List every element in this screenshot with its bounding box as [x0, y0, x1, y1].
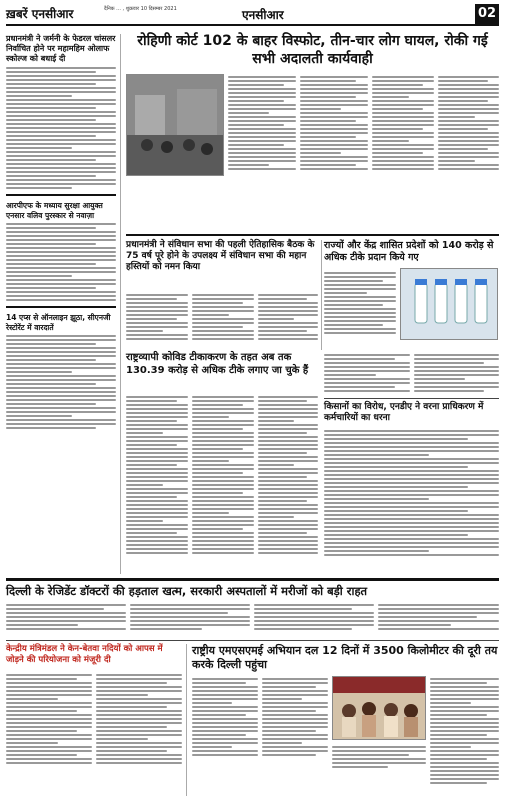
article-body — [438, 74, 499, 172]
story-headline: प्रधानमंत्री ने जर्मनी के फेडरल चांसलर निर्वाचित होने पर महामहिम ओलाफ स्कोल्ज को बधाई दी — [6, 34, 116, 63]
left-column — [6, 34, 116, 574]
article-body — [192, 676, 258, 758]
article-body — [6, 335, 116, 429]
vaccine-photo — [400, 268, 498, 340]
article-body — [6, 223, 116, 301]
article-body — [228, 74, 296, 172]
article-body — [414, 352, 499, 394]
masthead-brand: ख़बरें एनसीआर — [6, 7, 74, 21]
article-body — [262, 676, 328, 758]
article-body — [6, 602, 126, 632]
article-body — [372, 74, 434, 172]
article-body — [192, 394, 254, 556]
protest-headline: किसानों का विरोध, एनडीए ने वरना प्राधिकरण में कर्मचारियों का धरना — [324, 402, 484, 423]
event-photo — [332, 676, 426, 740]
article-body — [258, 394, 318, 556]
main-headline: रोहिणी कोर्ट 102 के बाहर विस्फोट, तीन-चार लोग घायल, रोकी गई सभी अदालती कार्यवाही — [137, 33, 488, 67]
doctors-strike-headline: दिल्ली के रेजिडेंट डॉक्टरों की हड़ताल खत्म, सरकारी अस्पतालों में मरीजों को बड़ी राहत — [6, 584, 368, 598]
masthead-meta: दैनिक ... , शुक्रवार 10 दिसम्बर 2021 — [104, 6, 177, 12]
court-photo — [126, 74, 224, 176]
section-title: एनसीआर — [242, 8, 284, 22]
article-body — [126, 394, 188, 556]
cabinet-headline: केन्द्रीय मंत्रिमंडल ने केन-बेतवा नदियों को आपस में जोड़ने की परियोजना को मंजूरी दी — [6, 644, 163, 665]
article-body — [192, 292, 254, 342]
constitution-headline: प्रधानमंत्री ने संविधान सभा की पहली ऐतिहासिक बैठक के 75 वर्ष पूरे होने के उपलक्ष्य में संविधान सभा की महान हस्तियों को नमन किया — [126, 240, 315, 272]
article-body — [6, 672, 92, 766]
page-number: 02 — [475, 4, 499, 24]
msme-mission-headline: राष्ट्रीय एमएसएमई अभियान दल 12 दिनों में 3500 किलोमीटर की दूरी तय करके दिल्ली पहुंचा — [192, 644, 498, 671]
story-headline: आरपीएफ के मध्याय सुरक्षा आयुक्त एनसार वलिव पुरस्कार से नवाज़ा — [6, 201, 103, 220]
covid-vaccination-headline: राष्ट्रव्यापी कोविड टीकाकरण के तहत अब तक 130.39 करोड़ से अधिक टीके लगाए जा चुके हैं — [126, 352, 309, 376]
article-body — [6, 67, 116, 189]
article-body — [258, 292, 318, 342]
article-body — [254, 602, 374, 632]
states-vaccine-headline: राज्यों और केंद्र शासित प्रदेशों को 140 करोड़ से अधिक टीके प्रदान किये गए — [324, 240, 494, 263]
article-body — [324, 270, 396, 336]
article-body — [300, 74, 368, 172]
article-body — [324, 352, 410, 394]
article-body — [130, 602, 250, 632]
page-header — [6, 4, 499, 26]
photo-caption — [332, 744, 426, 770]
article-body — [430, 676, 499, 786]
article-body — [378, 602, 499, 632]
article-body — [126, 292, 188, 342]
article-body — [96, 672, 182, 766]
story-headline: 14 एप्स से ऑनलाइन झूठा, सीएनजी रेस्टोरेंट में वारदातें — [6, 313, 111, 332]
article-body — [324, 428, 499, 558]
